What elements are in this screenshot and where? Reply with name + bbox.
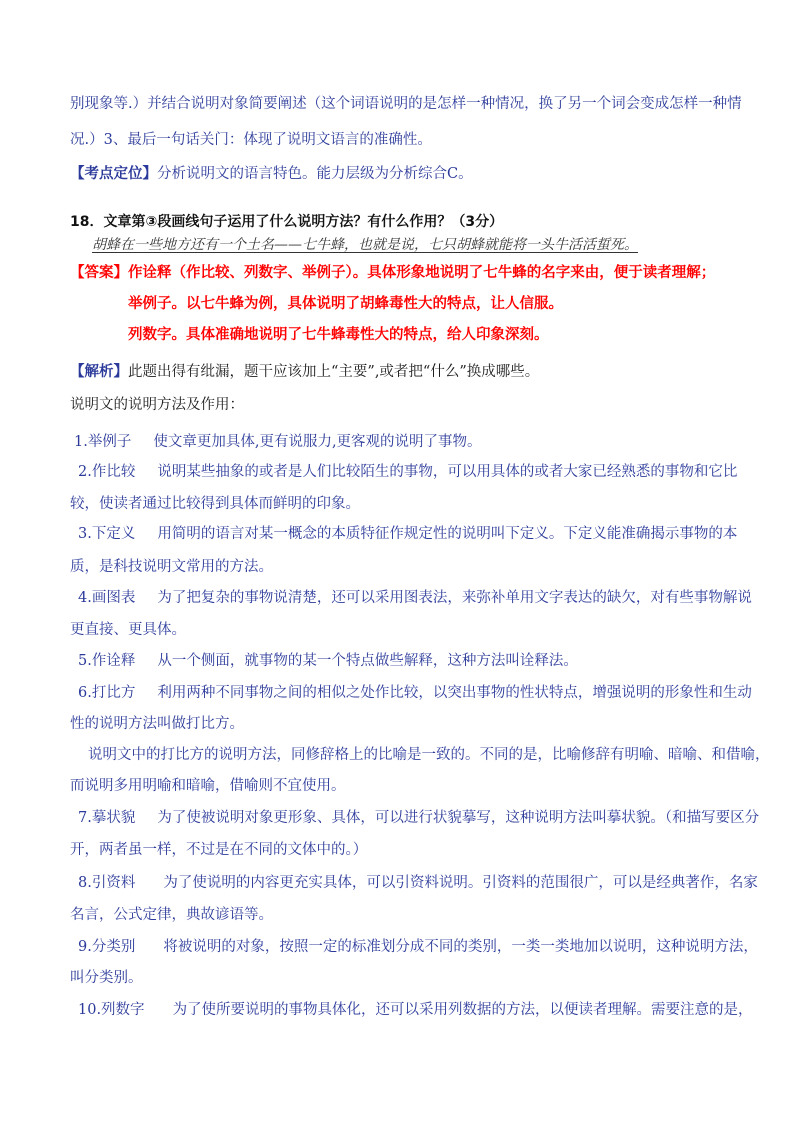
analysis-text: 此题出得有纰漏，题干应该加上“主要”,或者把“什么”换成哪些。 <box>128 364 540 380</box>
method-8-row <box>78 873 758 893</box>
method-2-row <box>78 462 737 482</box>
method-4-text-2: 更直接、更具体。 <box>70 622 186 638</box>
key-point-text: 分析说明文的语言特色。能力层级为分析综合C。 <box>157 166 473 182</box>
method-9-text-1: 将被说明的对象，按照一定的标准划分成不同的类别，一类一类地加以说明，这种说明方法， <box>163 939 758 955</box>
method-3-text-1: 用简明的语言对某一概念的本质特征作规定性的说明叫下定义。下定义能准确揭示事物的本 <box>157 526 738 542</box>
simile-note-2: 而说明多用明喻和暗喻，借喻则不宜使用。 <box>70 778 346 794</box>
method-3-label: 3.下定义 <box>78 526 136 542</box>
underlined-sentence: 胡蜂在一些地方还有一个土名——七牛蜂，也就是说，七只胡蜂就能将一头牛活活蜇死。 <box>92 237 638 253</box>
method-2-text-2: 较，使读者通过比较得到具体而鲜明的印象。 <box>70 496 360 512</box>
method-2-label: 2.作比较 <box>78 464 136 480</box>
method-9-label: 9.分类别 <box>78 939 136 955</box>
method-5-label: 5.作诠释 <box>78 653 136 669</box>
analysis-tag: 【解析】 <box>70 363 128 380</box>
analysis-row <box>70 362 539 382</box>
method-3-row <box>78 524 737 544</box>
method-10-text-1: 为了使所要说明的事物具体化，还可以采用列数据的方法，以便读者理解。需要注意的是， <box>172 1002 753 1018</box>
method-5-row <box>78 651 578 671</box>
key-point-tag: 【考点定位】 <box>70 165 157 182</box>
top-text-line-1: 别现象等.）并结合说明对象简要阐述（这个词语说明的是怎样一种情况，换了另一个词会变成怎样一种情 <box>70 96 742 112</box>
method-6-label: 6.打比方 <box>78 685 136 701</box>
method-10-label: 10.列数字 <box>78 1002 145 1018</box>
answer-row-1 <box>70 263 715 283</box>
answer-line-1: 作诠释（作比较、列数字、举例子）。具体形象地说明了七牛蜂的名字来由，便于读者理解； <box>128 264 716 281</box>
answer-tag: 【答案】 <box>70 264 128 281</box>
method-6-row <box>78 683 752 703</box>
method-7-text-2: 开，两者虽一样，不过是在不同的文体中的。） <box>70 842 368 858</box>
method-7-text-1: 为了使被说明对象更形象、具体，可以进行状貌摹写，这种说明方法叫摹状貌。（和描写要区分 <box>157 810 760 826</box>
method-6-text-1: 利用两种不同事物之间的相似之处作比较，以突出事物的性状特点，增强说明的形象性和生动 <box>157 685 752 701</box>
answer-line-3: 列数字。具体准确地说明了七牛蜂毒性大的特点，给人印象深刻。 <box>128 326 549 343</box>
method-8-label: 8.引资料 <box>78 875 136 891</box>
question-title: 18．文章第③段画线句子运用了什么说明方法？有什么作用？（3分） <box>70 214 504 230</box>
method-8-text-2: 名言，公式定律，典故谚语等。 <box>70 907 273 923</box>
method-3-text-2: 质，是科技说明文常用的方法。 <box>70 559 273 575</box>
key-point-row <box>70 164 473 184</box>
method-7-label: 7.摹状貌 <box>78 810 136 826</box>
method-8-text-1: 为了使说明的内容更充实具体，可以引资料说明。引资料的范围很广，可以是经典著作，名家 <box>163 875 758 891</box>
method-10-row <box>78 1000 753 1020</box>
method-6-text-2: 性的说明方法叫做打比方。 <box>70 716 244 732</box>
answer-line-2: 举例子。以七牛蜂为例，具体说明了胡蜂毒性大的特点，让人信服。 <box>128 295 563 312</box>
method-4-row <box>78 588 752 608</box>
method-7-row <box>78 808 759 828</box>
method-4-text-1: 为了把复杂的事物说清楚，还可以采用图表法，来弥补单用文字表达的缺欠，对有些事物解说 <box>157 590 752 606</box>
method-1-label: 1.举例子 <box>74 434 132 450</box>
method-9-text-2: 叫分类别。 <box>70 970 143 986</box>
method-1-text: 使文章更加具体,更有说服力,更客观的说明了事物。 <box>153 434 482 450</box>
method-2-text-1: 说明某些抽象的或者是人们比较陌生的事物，可以用具体的或者大家已经熟悉的事物和它比 <box>157 464 738 480</box>
method-9-row <box>78 937 758 957</box>
method-5-text: 从一个侧面，就事物的某一个特点做些解释，这种方法叫诠释法。 <box>157 653 578 669</box>
simile-note-1: 说明文中的打比方的说明方法，同修辞格上的比喻是一致的。不同的是，比喻修辞有明喻、暗喻、和借喻， <box>88 747 770 763</box>
methods-heading: 说明文的说明方法及作用： <box>70 397 244 413</box>
method-1-row <box>74 432 482 452</box>
method-4-label: 4.画图表 <box>78 590 136 606</box>
top-text-line-2: 况.）3、最后一句话关门：体现了说明文语言的准确性。 <box>70 132 432 148</box>
